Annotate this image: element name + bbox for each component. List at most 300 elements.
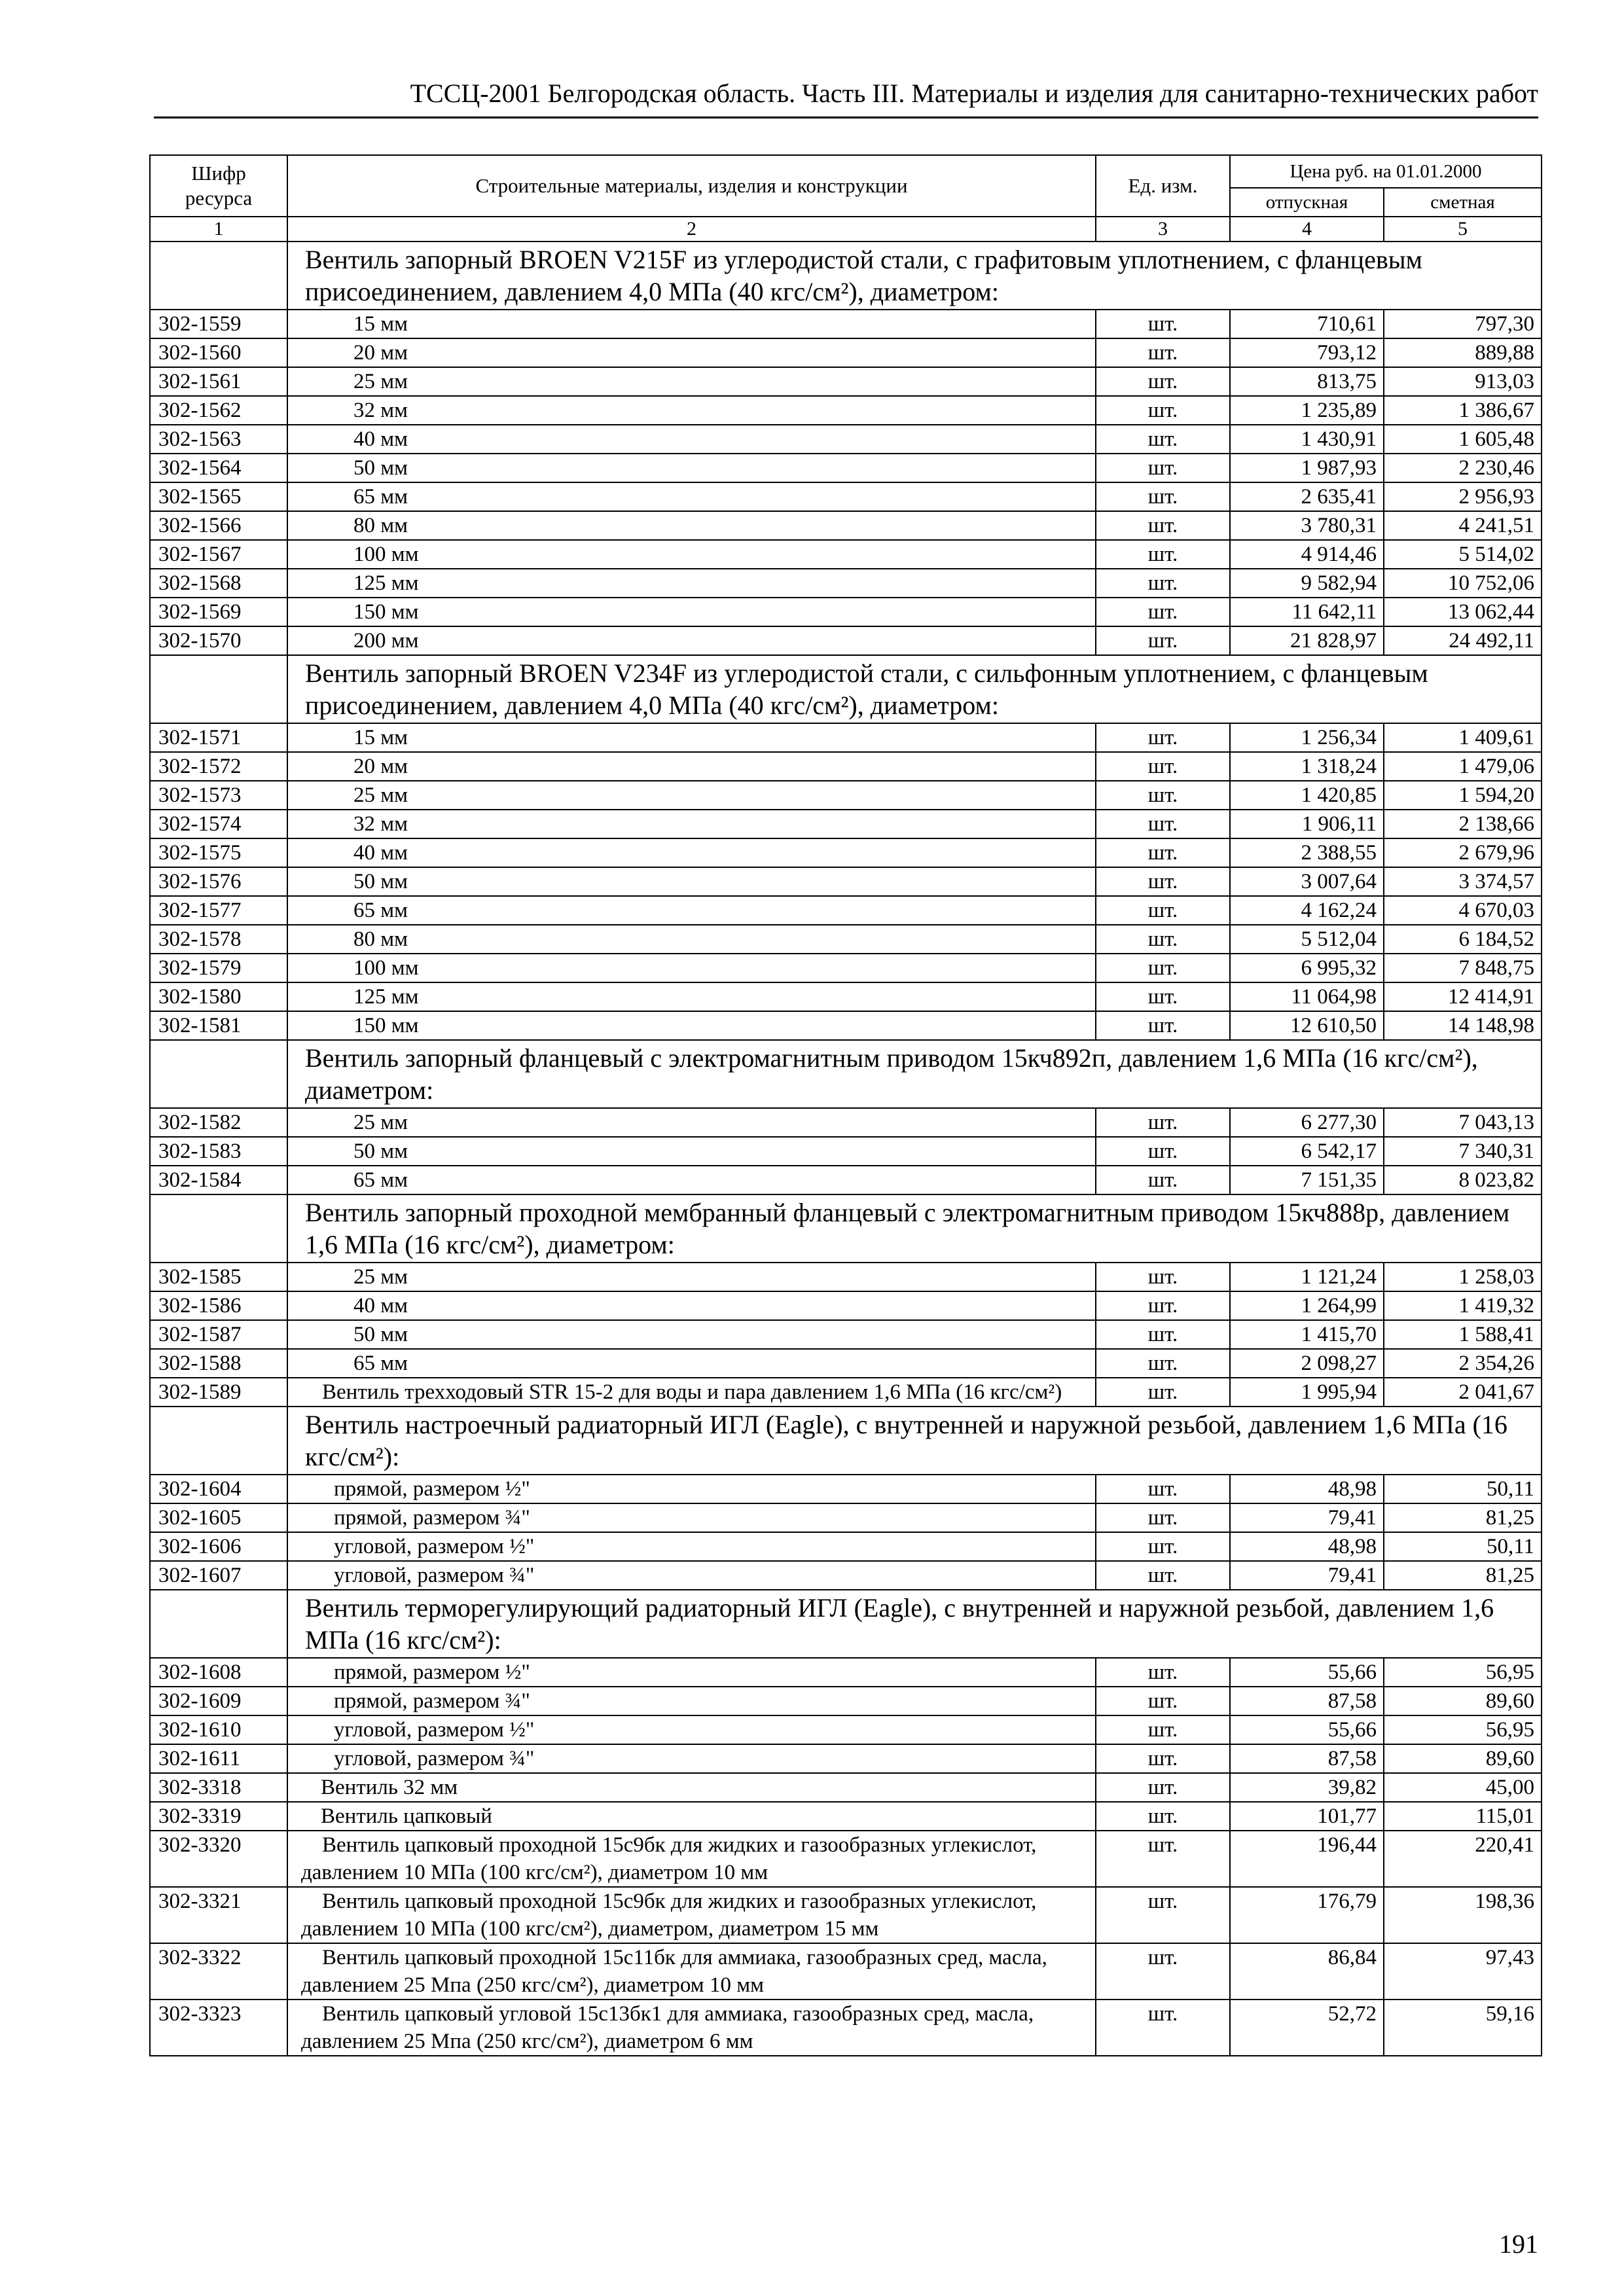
table-row (150, 454, 1542, 482)
resource-code: 302-1565 (150, 482, 287, 511)
estimate-price: 13 062,44 (1384, 598, 1542, 626)
material-name: 125 мм (287, 569, 1096, 598)
resource-code: 302-3318 (150, 1773, 287, 1802)
estimate-price: 56,95 (1384, 1658, 1542, 1687)
unit-of-measure: шт. (1096, 1011, 1230, 1040)
estimate-price: 4 241,51 (1384, 511, 1542, 540)
resource-code: 302-1608 (150, 1658, 287, 1687)
resource-code: 302-1574 (150, 810, 287, 838)
material-name: 65 мм (287, 1349, 1096, 1378)
group-header-row (150, 1194, 1542, 1263)
resource-code: 302-1580 (150, 982, 287, 1011)
resource-code: 302-3320 (150, 1831, 287, 1887)
table-row (150, 1291, 1542, 1320)
unit-of-measure: шт. (1096, 1943, 1230, 2000)
table-row (150, 838, 1542, 867)
column-numbers-row (150, 217, 1542, 242)
table-row (150, 310, 1542, 338)
release-price: 3 007,64 (1230, 867, 1384, 896)
release-price: 39,82 (1230, 1773, 1384, 1802)
release-price: 11 064,98 (1230, 982, 1384, 1011)
estimate-price: 89,60 (1384, 1687, 1542, 1715)
unit-of-measure: шт. (1096, 1532, 1230, 1561)
estimate-price: 115,01 (1384, 1802, 1542, 1831)
material-name: 65 мм (287, 896, 1096, 925)
resource-code: 302-1559 (150, 310, 287, 338)
unit-of-measure: шт. (1096, 723, 1230, 752)
unit-of-measure: шт. (1096, 1291, 1230, 1320)
group-code-cell (150, 242, 287, 310)
group-header-row (150, 1040, 1542, 1108)
resource-code: 302-1586 (150, 1291, 287, 1320)
table-row (150, 1263, 1542, 1291)
group-title: Вентиль терморегулирующий радиаторный ИГЛ (Eagle), с внутренней и наружной резьбой, давлением 1,6 МПа (16 кгс/см²): (287, 1590, 1542, 1658)
resource-code: 302-1567 (150, 540, 287, 569)
estimate-price: 2 041,67 (1384, 1378, 1542, 1407)
table-row (150, 1887, 1542, 1943)
resource-code: 302-1585 (150, 1263, 287, 1291)
estimate-price: 2 679,96 (1384, 838, 1542, 867)
release-price: 12 610,50 (1230, 1011, 1384, 1040)
release-price: 11 642,11 (1230, 598, 1384, 626)
table-row (150, 982, 1542, 1011)
material-name: 50 мм (287, 1320, 1096, 1349)
resource-code: 302-3319 (150, 1802, 287, 1831)
material-name: Вентиль цапковый угловой 15с13бк1 для аммиака, газообразных сред, масла, давлением 25 Мпа (250 кгс/см²), диаметром 6 мм (287, 2000, 1096, 2056)
group-header-row (150, 655, 1542, 723)
material-name: 80 мм (287, 511, 1096, 540)
release-price: 87,58 (1230, 1744, 1384, 1773)
material-name: 50 мм (287, 1137, 1096, 1166)
resource-code: 302-1589 (150, 1378, 287, 1407)
unit-of-measure: шт. (1096, 1687, 1230, 1715)
table-row (150, 1503, 1542, 1532)
release-price: 2 388,55 (1230, 838, 1384, 867)
unit-of-measure: шт. (1096, 1378, 1230, 1407)
estimate-price: 7 340,31 (1384, 1137, 1542, 1166)
unit-of-measure: шт. (1096, 896, 1230, 925)
resource-code: 302-1570 (150, 626, 287, 655)
header-rule (154, 117, 1538, 118)
table-row (150, 723, 1542, 752)
material-name: Вентиль цапковый проходной 15с9бк для жидких и газообразных углекислот, давлением 10 МПа (100 кгс/см²), диаметром, диаметром 15 мм (287, 1887, 1096, 1943)
estimate-price: 50,11 (1384, 1475, 1542, 1503)
resource-code: 302-3323 (150, 2000, 287, 2056)
resource-code: 302-1561 (150, 367, 287, 396)
material-name: прямой, размером ¾" (287, 1687, 1096, 1715)
table-row (150, 511, 1542, 540)
estimate-price: 1 409,61 (1384, 723, 1542, 752)
column-number: 1 (150, 217, 287, 242)
release-price: 1 415,70 (1230, 1320, 1384, 1349)
price-table (149, 154, 1542, 2056)
unit-of-measure: шт. (1096, 982, 1230, 1011)
resource-code: 302-3321 (150, 1887, 287, 1943)
column-header-code: Шифр ресурса (150, 155, 287, 217)
release-price: 176,79 (1230, 1887, 1384, 1943)
estimate-price: 81,25 (1384, 1503, 1542, 1532)
release-price: 48,98 (1230, 1532, 1384, 1561)
estimate-price: 2 956,93 (1384, 482, 1542, 511)
material-name: 80 мм (287, 925, 1096, 954)
material-name: 100 мм (287, 954, 1096, 982)
material-name: 200 мм (287, 626, 1096, 655)
material-name: 65 мм (287, 1166, 1096, 1194)
table-row (150, 1773, 1542, 1802)
material-name: 32 мм (287, 396, 1096, 425)
unit-of-measure: шт. (1096, 1475, 1230, 1503)
table-row (150, 867, 1542, 896)
material-name: угловой, размером ¾" (287, 1744, 1096, 1773)
group-title: Вентиль настроечный радиаторный ИГЛ (Eagle), с внутренней и наружной резьбой, давлением 1,6 МПа (16 кгс/см²): (287, 1407, 1542, 1475)
material-name: угловой, размером ½" (287, 1715, 1096, 1744)
table-row (150, 540, 1542, 569)
material-name: 65 мм (287, 482, 1096, 511)
resource-code: 302-1584 (150, 1166, 287, 1194)
unit-of-measure: шт. (1096, 1561, 1230, 1590)
release-price: 87,58 (1230, 1687, 1384, 1715)
resource-code: 302-1562 (150, 396, 287, 425)
estimate-price: 12 414,91 (1384, 982, 1542, 1011)
material-name: 50 мм (287, 867, 1096, 896)
estimate-price: 1 605,48 (1384, 425, 1542, 454)
release-price: 55,66 (1230, 1715, 1384, 1744)
resource-code: 302-1576 (150, 867, 287, 896)
table-row (150, 338, 1542, 367)
group-header-row (150, 242, 1542, 310)
estimate-price: 7 043,13 (1384, 1108, 1542, 1137)
column-number: 3 (1096, 217, 1230, 242)
page-number: 191 (1499, 2229, 1538, 2259)
table-row (150, 896, 1542, 925)
resource-code: 302-1588 (150, 1349, 287, 1378)
release-price: 1 264,99 (1230, 1291, 1384, 1320)
estimate-price: 5 514,02 (1384, 540, 1542, 569)
table-row (150, 1687, 1542, 1715)
table-row (150, 425, 1542, 454)
estimate-price: 1 588,41 (1384, 1320, 1542, 1349)
material-name: 25 мм (287, 781, 1096, 810)
release-price: 3 780,31 (1230, 511, 1384, 540)
material-name: прямой, размером ½" (287, 1658, 1096, 1687)
unit-of-measure: шт. (1096, 425, 1230, 454)
material-name: 150 мм (287, 1011, 1096, 1040)
table-row (150, 925, 1542, 954)
table-row (150, 1137, 1542, 1166)
unit-of-measure: шт. (1096, 1744, 1230, 1773)
unit-of-measure: шт. (1096, 1773, 1230, 1802)
release-price: 4 914,46 (1230, 540, 1384, 569)
table-row (150, 1561, 1542, 1590)
material-name: прямой, размером ½" (287, 1475, 1096, 1503)
estimate-price: 81,25 (1384, 1561, 1542, 1590)
column-header-price-estimate: сметная (1384, 188, 1542, 217)
estimate-price: 1 594,20 (1384, 781, 1542, 810)
table-row (150, 752, 1542, 781)
group-title: Вентиль запорный проходной мембранный фланцевый с электромагнитным приводом 15кч888р, давлением 1,6 МПа (16 кгс/см²), диаметром: (287, 1194, 1542, 1263)
estimate-price: 3 374,57 (1384, 867, 1542, 896)
table-row (150, 1532, 1542, 1561)
material-name: Вентиль 32 мм (287, 1773, 1096, 1802)
table-row (150, 1802, 1542, 1831)
resource-code: 302-1572 (150, 752, 287, 781)
unit-of-measure: шт. (1096, 1831, 1230, 1887)
table-row (150, 1475, 1542, 1503)
estimate-price: 198,36 (1384, 1887, 1542, 1943)
table-row (150, 626, 1542, 655)
column-number: 4 (1230, 217, 1384, 242)
material-name: 15 мм (287, 723, 1096, 752)
release-price: 48,98 (1230, 1475, 1384, 1503)
resource-code: 302-1583 (150, 1137, 287, 1166)
page-header-title: ТССЦ-2001 Белгородская область. Часть III. Материалы и изделия для санитарно-технических работ (410, 79, 1538, 108)
unit-of-measure: шт. (1096, 626, 1230, 655)
material-name: 40 мм (287, 425, 1096, 454)
group-code-cell (150, 1590, 287, 1658)
estimate-price: 913,03 (1384, 367, 1542, 396)
material-name: 25 мм (287, 1263, 1096, 1291)
unit-of-measure: шт. (1096, 1349, 1230, 1378)
column-header-price-release: отпускная (1230, 188, 1384, 217)
unit-of-measure: шт. (1096, 1320, 1230, 1349)
unit-of-measure: шт. (1096, 454, 1230, 482)
material-name: 25 мм (287, 367, 1096, 396)
column-header-price-group: Цена руб. на 01.01.2000 (1230, 155, 1542, 188)
unit-of-measure: шт. (1096, 598, 1230, 626)
estimate-price: 1 419,32 (1384, 1291, 1542, 1320)
unit-of-measure: шт. (1096, 1887, 1230, 1943)
release-price: 6 995,32 (1230, 954, 1384, 982)
release-price: 196,44 (1230, 1831, 1384, 1887)
table-row (150, 1320, 1542, 1349)
estimate-price: 797,30 (1384, 310, 1542, 338)
group-header-row (150, 1590, 1542, 1658)
release-price: 1 430,91 (1230, 425, 1384, 454)
group-code-cell (150, 1194, 287, 1263)
resource-code: 302-1606 (150, 1532, 287, 1561)
estimate-price: 6 184,52 (1384, 925, 1542, 954)
unit-of-measure: шт. (1096, 540, 1230, 569)
estimate-price: 45,00 (1384, 1773, 1542, 1802)
release-price: 101,77 (1230, 1802, 1384, 1831)
material-name: 125 мм (287, 982, 1096, 1011)
group-code-cell (150, 1040, 287, 1108)
resource-code: 302-1579 (150, 954, 287, 982)
material-name: 25 мм (287, 1108, 1096, 1137)
release-price: 1 318,24 (1230, 752, 1384, 781)
unit-of-measure: шт. (1096, 2000, 1230, 2056)
material-name: 20 мм (287, 752, 1096, 781)
material-name: угловой, размером ½" (287, 1532, 1096, 1561)
resource-code: 302-1582 (150, 1108, 287, 1137)
resource-code: 302-1571 (150, 723, 287, 752)
release-price: 1 256,34 (1230, 723, 1384, 752)
group-header-row (150, 1407, 1542, 1475)
estimate-price: 220,41 (1384, 1831, 1542, 1887)
table-row (150, 598, 1542, 626)
unit-of-measure: шт. (1096, 1263, 1230, 1291)
group-title: Вентиль запорный BROEN V234F из углеродистой стали, с сильфонным уплотнением, с фланцевым присоединением, давлением 4,0 МПа (40 кгс/см²), диаметром: (287, 655, 1542, 723)
table-row (150, 367, 1542, 396)
resource-code: 302-1573 (150, 781, 287, 810)
table-body (150, 242, 1542, 2056)
estimate-price: 1 386,67 (1384, 396, 1542, 425)
release-price: 7 151,35 (1230, 1166, 1384, 1194)
table-row (150, 2000, 1542, 2056)
table-row (150, 1166, 1542, 1194)
table-row (150, 1831, 1542, 1887)
unit-of-measure: шт. (1096, 569, 1230, 598)
unit-of-measure: шт. (1096, 1715, 1230, 1744)
resource-code: 302-1609 (150, 1687, 287, 1715)
estimate-price: 4 670,03 (1384, 896, 1542, 925)
release-price: 2 098,27 (1230, 1349, 1384, 1378)
material-name: угловой, размером ¾" (287, 1561, 1096, 1590)
resource-code: 302-1587 (150, 1320, 287, 1349)
unit-of-measure: шт. (1096, 810, 1230, 838)
resource-code: 302-1568 (150, 569, 287, 598)
unit-of-measure: шт. (1096, 1108, 1230, 1137)
release-price: 710,61 (1230, 310, 1384, 338)
estimate-price: 24 492,11 (1384, 626, 1542, 655)
table-row (150, 954, 1542, 982)
material-name: Вентиль цапковый (287, 1802, 1096, 1831)
resource-code: 302-1605 (150, 1503, 287, 1532)
table-row (150, 1378, 1542, 1407)
estimate-price: 8 023,82 (1384, 1166, 1542, 1194)
material-name: Вентиль трехходовый STR 15-2 для воды и пара давлением 1,6 МПа (16 кгс/см²) (287, 1378, 1096, 1407)
material-name: Вентиль цапковый проходной 15с9бк для жидких и газообразных углекислот, давлением 10 МПа (100 кгс/см²), диаметром 10 мм (287, 1831, 1096, 1887)
release-price: 52,72 (1230, 2000, 1384, 2056)
table-row (150, 1349, 1542, 1378)
table-row (150, 1658, 1542, 1687)
release-price: 86,84 (1230, 1943, 1384, 2000)
release-price: 4 162,24 (1230, 896, 1384, 925)
table-row (150, 482, 1542, 511)
resource-code: 302-1611 (150, 1744, 287, 1773)
resource-code: 302-1560 (150, 338, 287, 367)
material-name: прямой, размером ¾" (287, 1503, 1096, 1532)
estimate-price: 97,43 (1384, 1943, 1542, 2000)
table-row (150, 1011, 1542, 1040)
release-price: 1 995,94 (1230, 1378, 1384, 1407)
material-name: 20 мм (287, 338, 1096, 367)
estimate-price: 2 138,66 (1384, 810, 1542, 838)
release-price: 79,41 (1230, 1503, 1384, 1532)
table-row (150, 1108, 1542, 1137)
resource-code: 302-1566 (150, 511, 287, 540)
table-row (150, 781, 1542, 810)
unit-of-measure: шт. (1096, 752, 1230, 781)
release-price: 6 277,30 (1230, 1108, 1384, 1137)
release-price: 2 635,41 (1230, 482, 1384, 511)
material-name: 40 мм (287, 1291, 1096, 1320)
resource-code: 302-3322 (150, 1943, 287, 2000)
release-price: 1 906,11 (1230, 810, 1384, 838)
unit-of-measure: шт. (1096, 867, 1230, 896)
resource-code: 302-1563 (150, 425, 287, 454)
material-name: 40 мм (287, 838, 1096, 867)
estimate-price: 10 752,06 (1384, 569, 1542, 598)
group-title: Вентиль запорный фланцевый с электромагнитным приводом 15кч892п, давлением 1,6 МПа (16 кгс/см²), диаметром: (287, 1040, 1542, 1108)
release-price: 1 235,89 (1230, 396, 1384, 425)
group-code-cell (150, 1407, 287, 1475)
release-price: 1 420,85 (1230, 781, 1384, 810)
column-header-name: Строительные материалы, изделия и конструкции (287, 155, 1096, 217)
resource-code: 302-1577 (150, 896, 287, 925)
material-name: Вентиль цапковый проходной 15с11бк для аммиака, газообразных сред, масла, давлением 25 Мпа (250 кгс/см²), диаметром 10 мм (287, 1943, 1096, 2000)
unit-of-measure: шт. (1096, 954, 1230, 982)
release-price: 793,12 (1230, 338, 1384, 367)
release-price: 5 512,04 (1230, 925, 1384, 954)
table-row (150, 1744, 1542, 1773)
table-row (150, 396, 1542, 425)
unit-of-measure: шт. (1096, 1137, 1230, 1166)
unit-of-measure: шт. (1096, 1166, 1230, 1194)
resource-code: 302-1569 (150, 598, 287, 626)
estimate-price: 1 258,03 (1384, 1263, 1542, 1291)
unit-of-measure: шт. (1096, 1658, 1230, 1687)
material-name: 15 мм (287, 310, 1096, 338)
estimate-price: 89,60 (1384, 1744, 1542, 1773)
estimate-price: 7 848,75 (1384, 954, 1542, 982)
resource-code: 302-1578 (150, 925, 287, 954)
table-row (150, 810, 1542, 838)
resource-code: 302-1575 (150, 838, 287, 867)
resource-code: 302-1607 (150, 1561, 287, 1590)
group-code-cell (150, 655, 287, 723)
estimate-price: 2 354,26 (1384, 1349, 1542, 1378)
material-name: 50 мм (287, 454, 1096, 482)
table-row (150, 1943, 1542, 2000)
unit-of-measure: шт. (1096, 482, 1230, 511)
unit-of-measure: шт. (1096, 925, 1230, 954)
resource-code: 302-1610 (150, 1715, 287, 1744)
release-price: 9 582,94 (1230, 569, 1384, 598)
estimate-price: 889,88 (1384, 338, 1542, 367)
resource-code: 302-1564 (150, 454, 287, 482)
column-number: 2 (287, 217, 1096, 242)
unit-of-measure: шт. (1096, 396, 1230, 425)
resource-code: 302-1604 (150, 1475, 287, 1503)
unit-of-measure: шт. (1096, 310, 1230, 338)
material-name: 32 мм (287, 810, 1096, 838)
release-price: 79,41 (1230, 1561, 1384, 1590)
release-price: 6 542,17 (1230, 1137, 1384, 1166)
estimate-price: 59,16 (1384, 2000, 1542, 2056)
unit-of-measure: шт. (1096, 781, 1230, 810)
material-name: 100 мм (287, 540, 1096, 569)
unit-of-measure: шт. (1096, 1802, 1230, 1831)
unit-of-measure: шт. (1096, 838, 1230, 867)
unit-of-measure: шт. (1096, 511, 1230, 540)
unit-of-measure: шт. (1096, 367, 1230, 396)
release-price: 813,75 (1230, 367, 1384, 396)
release-price: 1 987,93 (1230, 454, 1384, 482)
estimate-price: 56,95 (1384, 1715, 1542, 1744)
column-number: 5 (1384, 217, 1542, 242)
estimate-price: 50,11 (1384, 1532, 1542, 1561)
material-name: 150 мм (287, 598, 1096, 626)
release-price: 1 121,24 (1230, 1263, 1384, 1291)
table-row (150, 569, 1542, 598)
unit-of-measure: шт. (1096, 1503, 1230, 1532)
estimate-price: 14 148,98 (1384, 1011, 1542, 1040)
table-row (150, 1715, 1542, 1744)
estimate-price: 1 479,06 (1384, 752, 1542, 781)
release-price: 55,66 (1230, 1658, 1384, 1687)
group-title: Вентиль запорный BROEN V215F из углеродистой стали, с графитовым уплотнением, с фланцевым присоединением, давлением 4,0 МПа (40 кгс/см²), диаметром: (287, 242, 1542, 310)
